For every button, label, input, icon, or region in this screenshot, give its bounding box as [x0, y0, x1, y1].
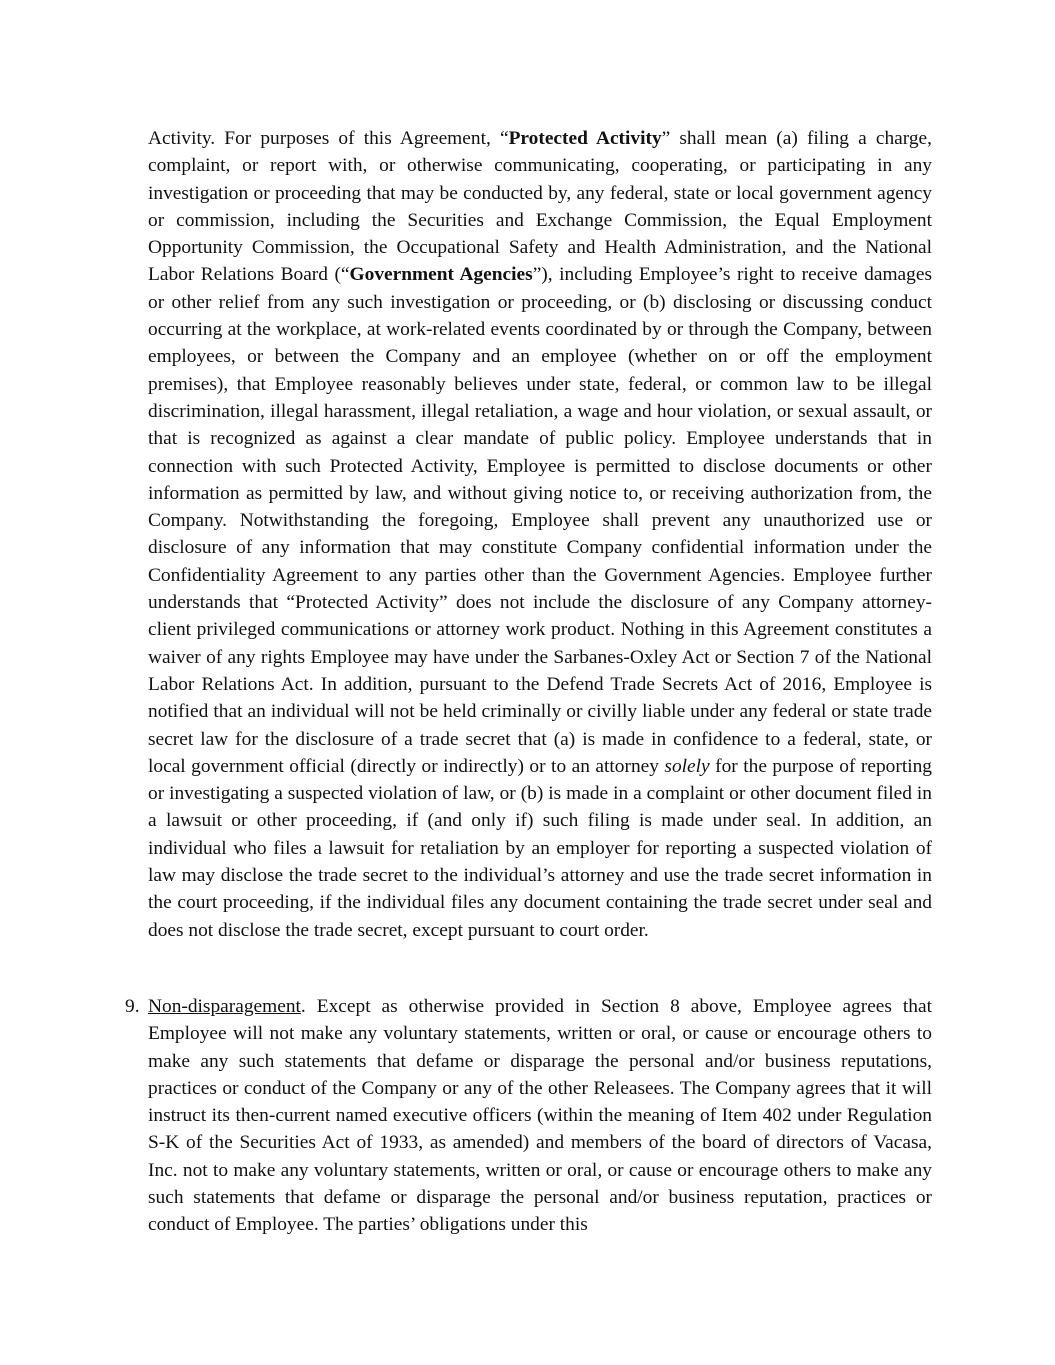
section-9-heading: Non-disparagement	[148, 996, 301, 1017]
heading-period: .	[300, 996, 306, 1017]
text-run: for the purpose of reporting or investigating a suspected violation of law, or (b) is made in a complaint or other document filed in a lawsuit or other proceeding, if (and only if) such filing is made under seal. In addition, an individual who files a lawsuit for retaliation by an employer for reporting a suspected violation of law may disclose the trade secret to the individual’s attorney and use the trade secret information in the court proceeding, if the individual files any document containing the trade secret under seal and does not disclose the trade secret, except pursuant to court order.	[148, 755, 932, 941]
text-run: ” shall mean (a) filing a charge, complaint, or report with, or otherwise communicating, cooperating, or participating in any investigation or proceeding that may be conducted by, any federal, state or local government agency or commission, including the Securities and Exchange Commission, the Equal Employment Opportunity Commission, the Occupational Safety and Health Administration, and the National Labor Relations Board (“	[148, 128, 933, 286]
section-9-body: Except as otherwise provided in Section 8 above, Employee agrees that Employee will not make any voluntary statements, written or oral, or cause or encourage others to make any such statements that defame or disparage the personal and/or business reputations, practices or conduct of the Company or any of the other Releasees. The Company agrees that it will instruct its then-current named executive officers (within the meaning of Item 402 under Regulation S-K of the Securities Act of 1933, as amended) and members of the board of directors of Vacasa, Inc. not to make any voluntary statements, written or oral, or cause or encourage others to make any such statements that defame or disparage the personal and/or business reputation, practices or conduct of Employee. The parties’ obligations under this	[148, 996, 932, 1236]
section-8-continuation-paragraph	[148, 125, 932, 944]
defined-term-government-agencies: Government Agencies	[349, 264, 533, 286]
section-9-number: 9.	[125, 996, 140, 1017]
section-9-paragraph	[148, 993, 932, 1239]
emphasis-solely: solely	[664, 755, 710, 777]
text-run: ”), including Employee’s right to receive damages or other relief from any such investigation or proceeding, or (b) disclosing or discussing conduct occurring at the workplace, at work-related events coordinated by or through the Company, between employees, or between the Company and an employee (whether on or off the employment premises), that Employee reasonably believes under state, federal, or common law to be illegal discrimination, illegal harassment, illegal retaliation, a wage and hour violation, or sexual assault, or that is recognized as against a clear mandate of public policy. Employee understands that in connection with such Protected Activity, Employee is permitted to disclose documents or other information as permitted by law, and without giving notice to, or receiving authorization from, the Company. Notwithstanding the foregoing, Employee shall prevent any unauthorized use or disclosure of any information that may constitute Company confidential information under the Confidentiality Agreement to any parties other than the Government Agencies. Employee further understands that “Protected Activity” does not include the disclosure of any Company attorney-client privileged communications or attorney work product. Nothing in this Agreement constitutes a waiver of any rights Employee may have under the Sarbanes-Oxley Act or Section 7 of the National Labor Relations Act. In addition, pursuant to the Defend Trade Secrets Act of 2016, Employee is notified that an individual will not be held criminally or civilly liable under any federal or state trade secret law for the disclosure of a trade secret that (a) is made in confidence to a federal, state, or local government official (directly or indirectly) or to an attorney	[148, 264, 932, 777]
text-run: Activity. For purposes of this Agreement, “	[148, 128, 509, 149]
defined-term-protected-activity: Protected Activity	[508, 128, 662, 149]
